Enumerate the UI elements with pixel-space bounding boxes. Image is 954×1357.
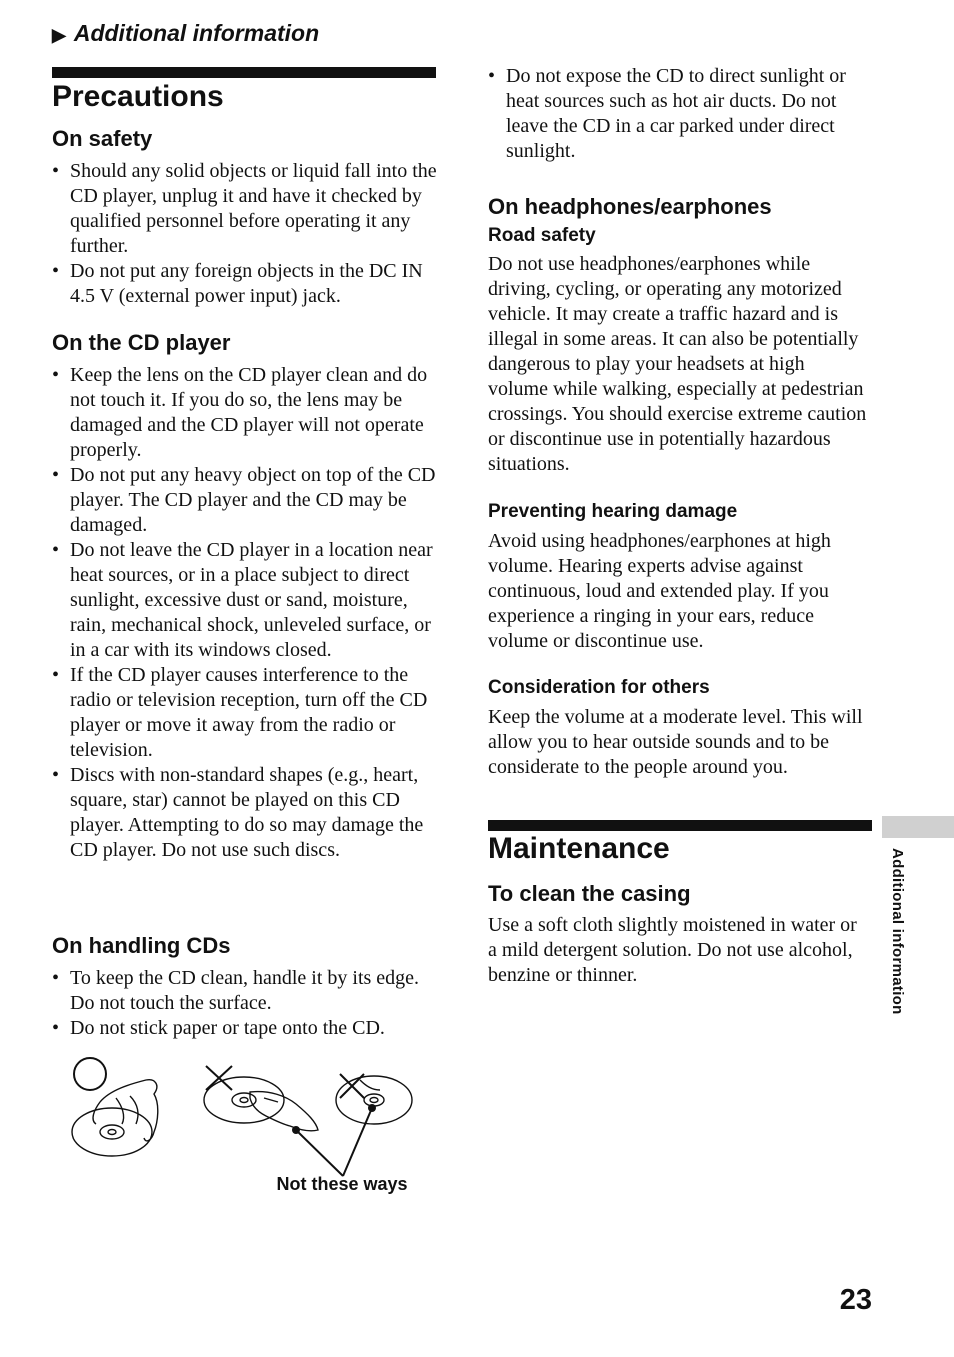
page-title-maintenance: Maintenance bbox=[488, 832, 670, 865]
breadcrumb bbox=[52, 20, 319, 47]
casing-text: Use a soft cloth slightly moistened in water or a mild detergent solution. Do not use alcohol, benzine or thinner. bbox=[488, 914, 857, 986]
casing-section bbox=[488, 881, 868, 988]
others-heading: Consideration for others bbox=[488, 677, 710, 698]
section-rule bbox=[52, 67, 436, 78]
headphones-heading: On headphones/earphones bbox=[488, 194, 772, 219]
list-item: • If the CD player causes interference to the radio or television reception, turn off the CD player or move it away from the radio or television. bbox=[52, 663, 438, 763]
handling-section bbox=[52, 933, 438, 1041]
cd-player-list bbox=[52, 363, 438, 863]
casing-heading: To clean the casing bbox=[488, 881, 691, 906]
list-item: • To keep the CD clean, handle it by its edge. Do not touch the surface. bbox=[52, 966, 438, 1016]
headphones-section bbox=[488, 194, 868, 477]
safety-list bbox=[52, 159, 438, 309]
handling-list-continued bbox=[488, 64, 868, 164]
side-tab-label: Additional information bbox=[889, 848, 906, 1015]
correct-circle-icon bbox=[74, 1058, 106, 1090]
section-rule bbox=[488, 820, 872, 831]
page-number: 23 bbox=[839, 1284, 872, 1316]
list-item: • Do not put any foreign objects in the DC IN 4.5 V (external power input) jack. bbox=[52, 259, 438, 309]
others-text: Keep the volume at a moderate level. This will allow you to hear outside sounds and to be considerate to the people around you. bbox=[488, 706, 863, 778]
cd-handling-illustration bbox=[60, 1052, 430, 1182]
list-item: • Should any solid objects or liquid fall into the CD player, unplug it and have it checked by qualified personnel before operating it any further. bbox=[52, 159, 438, 259]
road-safety-text: Do not use headphones/earphones while driving, cycling, or operating any motorized vehicle. It may create a traffic hazard and is illegal in some areas. It can also be potentially dangerous to play your headsets at high volume while walking, especially at pedestrian crossings. You should exercise extreme caution or discontinue use in potentially hazardous situations. bbox=[488, 253, 867, 475]
list-item: • Do not put any heavy object on top of the CD player. The CD player and the CD may be damaged. bbox=[52, 463, 438, 538]
handling-continued bbox=[488, 64, 868, 164]
section-label: Additional information bbox=[73, 20, 320, 46]
cd-player-heading: On the CD player bbox=[52, 330, 231, 355]
page-title-precautions: Precautions bbox=[52, 80, 224, 113]
list-item: • Do not expose the CD to direct sunlight or heat sources such as hot air ducts. Do not leave the CD in a car parked under direct sunlight. bbox=[488, 64, 868, 164]
hearing-section bbox=[488, 500, 868, 654]
handling-list bbox=[52, 966, 438, 1041]
handling-heading: On handling CDs bbox=[52, 933, 231, 958]
list-item: • Discs with non-standard shapes (e.g., heart, square, star) cannot be played on this CD player. Attempting to do so may damage the CD player. Do not use such discs. bbox=[52, 763, 438, 863]
hearing-heading: Preventing hearing damage bbox=[488, 501, 738, 522]
hearing-text: Avoid using headphones/earphones at high volume. Hearing experts advise against continuous, loud and extended play. If you experience a ringing in your ears, reduce volume or discontinue use. bbox=[488, 530, 831, 652]
road-safety-heading: Road safety bbox=[488, 225, 596, 246]
list-item: • Do not stick paper or tape onto the CD. bbox=[52, 1016, 438, 1041]
wrong-handling-cd-icon bbox=[204, 1077, 318, 1131]
list-item: • Do not leave the CD player in a location near heat sources, or in a place subject to direct sunlight, excessive dust or sand, moisture, rain, mechanical shock, unleveled surface, or in a car with its windows closed. bbox=[52, 538, 438, 663]
others-section bbox=[488, 676, 868, 780]
safety-section bbox=[52, 126, 438, 309]
illustration-caption: Not these ways bbox=[276, 1174, 408, 1194]
wrong-x-icon bbox=[206, 1066, 232, 1090]
list-item: • Keep the lens on the CD player clean and do not touch it. If you do so, the lens may be damaged and the CD player will not operate properly. bbox=[52, 363, 438, 463]
caption-pointer-lines bbox=[293, 1105, 375, 1176]
correct-handling-cd-icon bbox=[72, 1080, 158, 1156]
side-tab bbox=[882, 816, 954, 838]
wrong-sunlight-cd-icon bbox=[336, 1076, 412, 1124]
triangle-marker-icon: ▶ bbox=[52, 25, 66, 45]
cd-player-section bbox=[52, 330, 438, 863]
safety-heading: On safety bbox=[52, 126, 153, 151]
